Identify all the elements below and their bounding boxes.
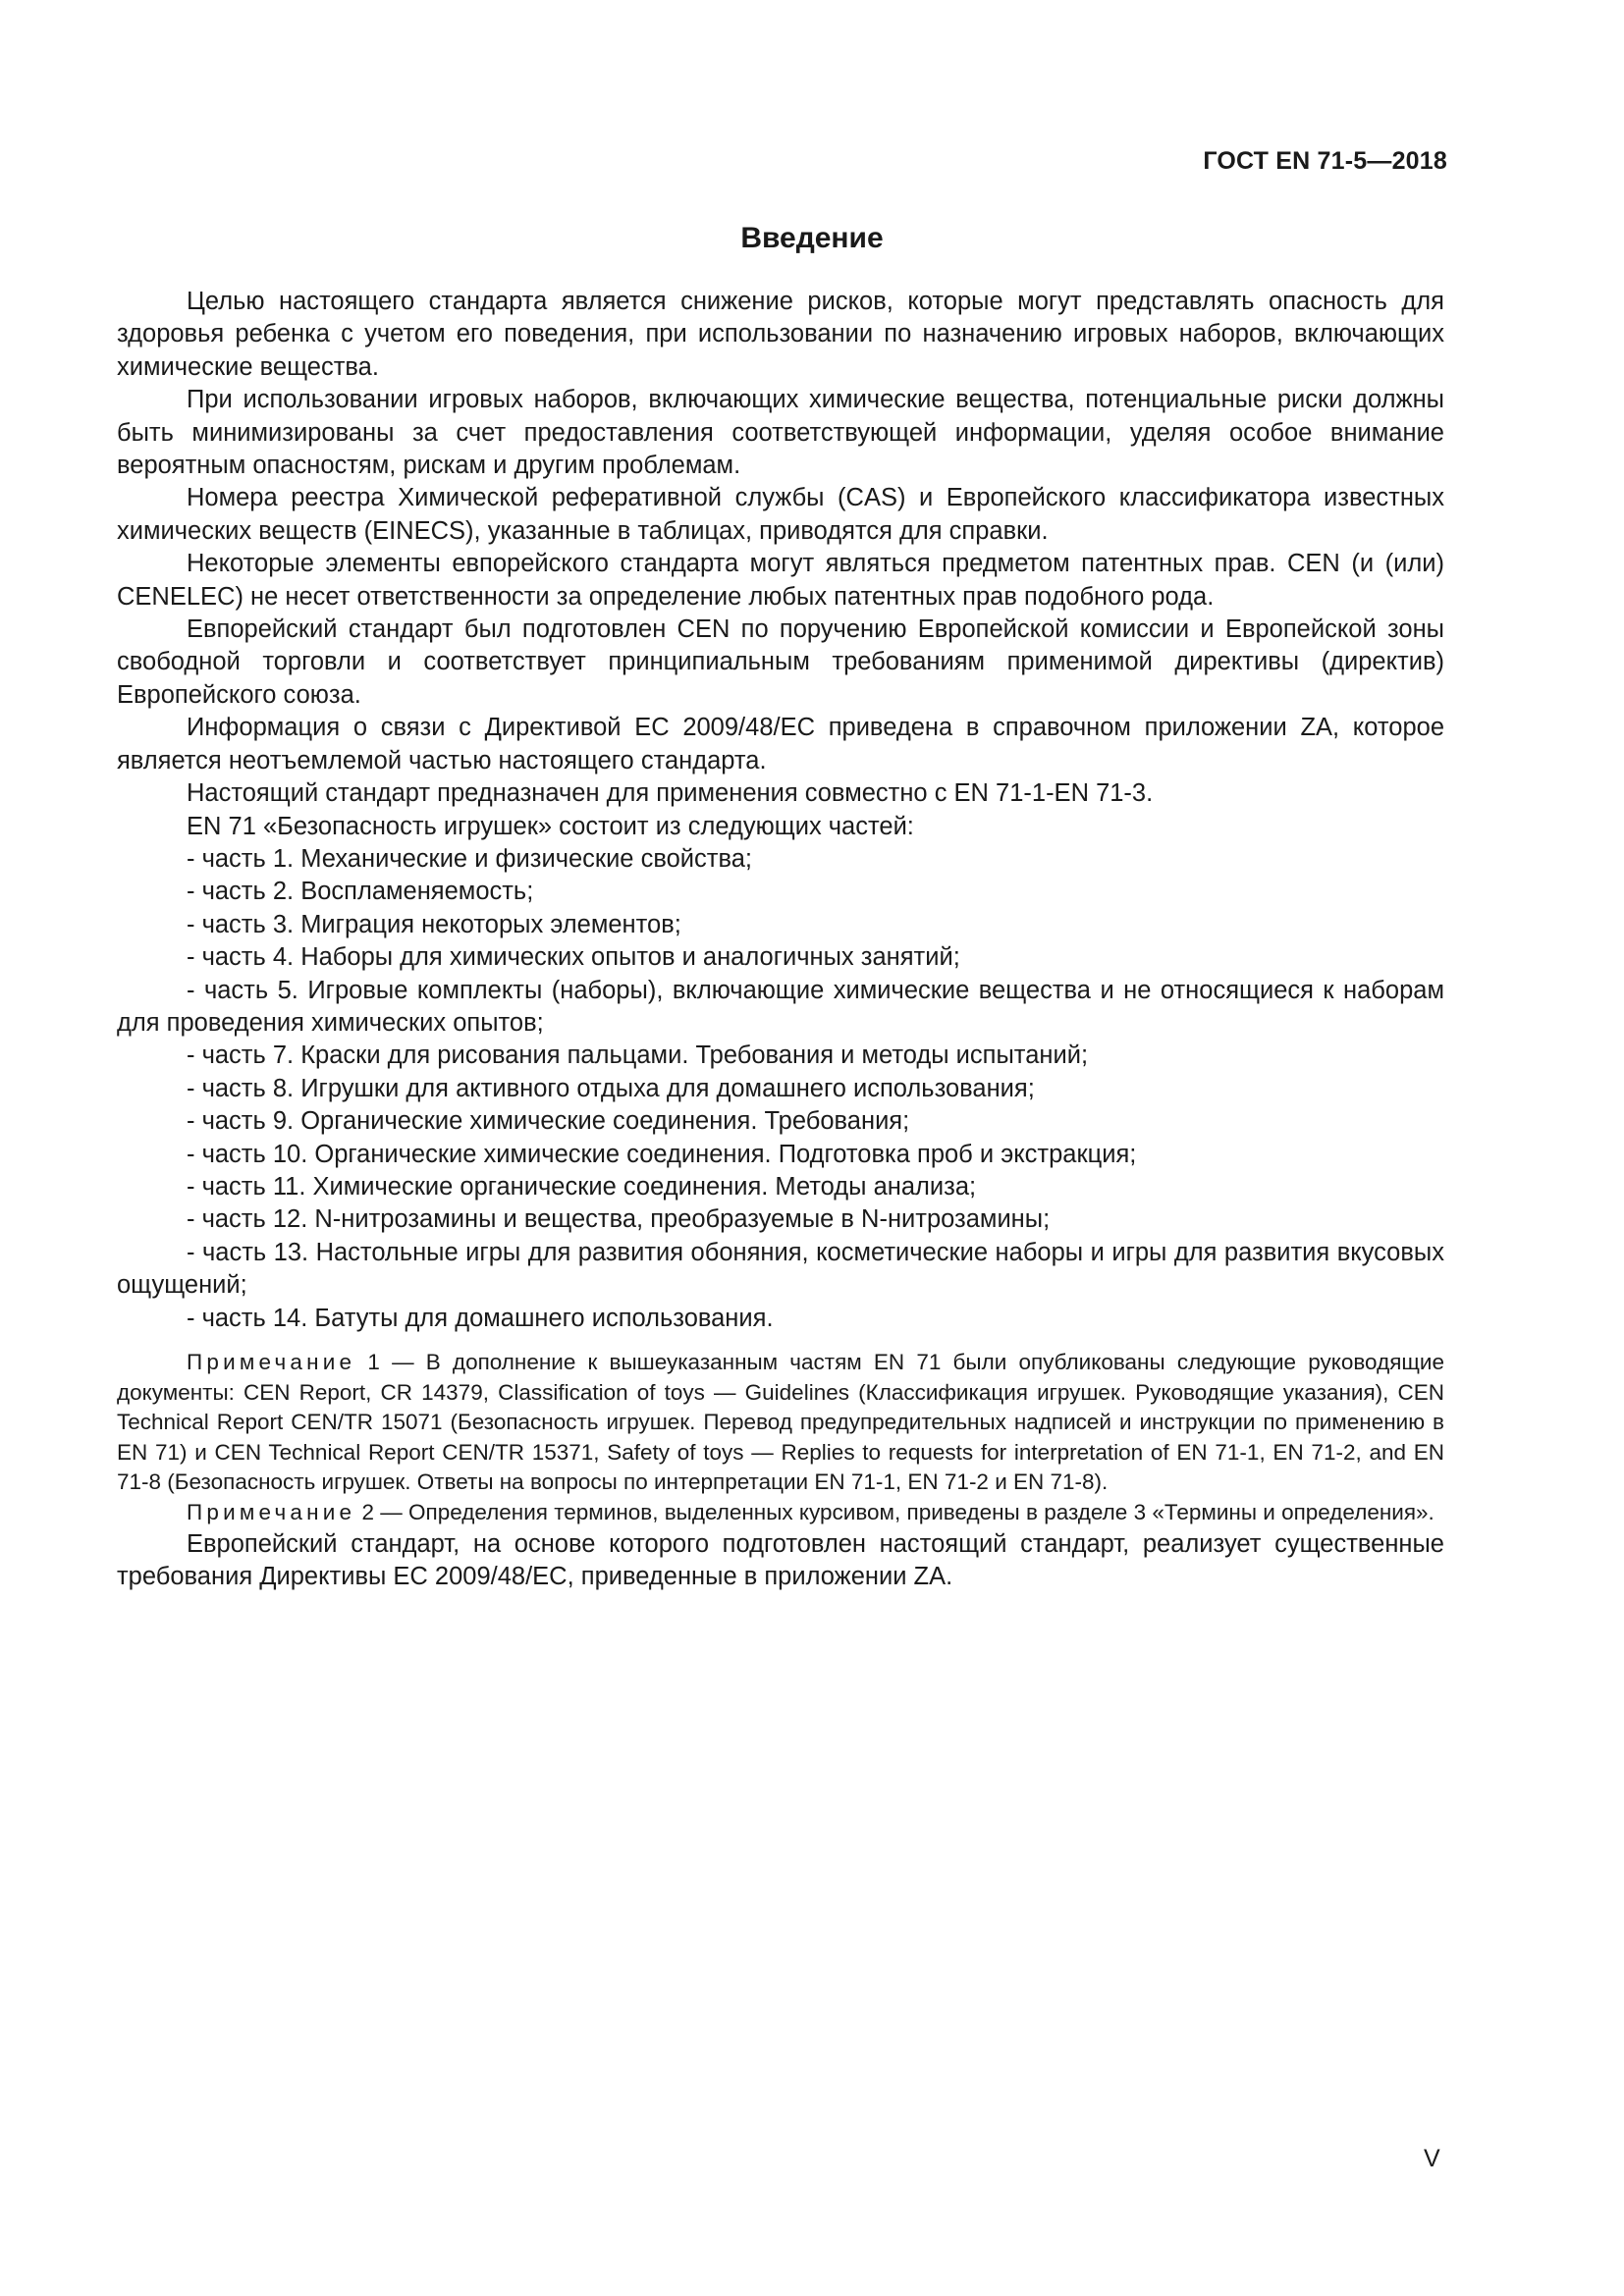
- body-text: [117, 286, 1444, 1593]
- note-label: Примечание: [187, 1350, 356, 1374]
- note-1: [117, 1348, 1444, 1498]
- notes-block: [117, 1348, 1444, 1528]
- parts-list-item: - часть 12. N-нитрозамины и вещества, преобразуемые в N-нитрозамины;: [187, 1205, 1051, 1234]
- paragraph: Настоящий стандарт предназначен для применения совместно с EN 71-1-EN 71-3.: [187, 779, 1154, 808]
- note-label: Примечание: [187, 1499, 356, 1524]
- page-number: V: [1424, 2145, 1440, 2172]
- parts-list-item: - часть 9. Органические химические соединения. Требования;: [187, 1107, 910, 1136]
- note-text: — Определения терминов, выделенных курсивом, приведены в разделе 3 «Термины и определения».: [374, 1499, 1435, 1524]
- note-number: 2: [361, 1499, 375, 1524]
- paragraph: Евпорейский стандарт был подготовлен CEN по поручению Европейской комиссии и Европейской зоны свободной торговли и соответствует принципиальным требованиям применимой директивы (директив) Европейского союза.: [117, 615, 1444, 709]
- parts-list-item: - часть 4. Наборы для химических опытов и аналогичных занятий;: [187, 943, 960, 972]
- parts-list-item: - часть 3. Миграция некоторых элементов;: [187, 910, 681, 938]
- document-code-header: ГОСТ EN 71-5—2018: [1203, 147, 1447, 175]
- parts-list-item: - часть 8. Игрушки для активного отдыха для домашнего использования;: [187, 1074, 1035, 1102]
- parts-list-item: - часть 10. Органические химические соединения. Подготовка проб и экстракция;: [187, 1140, 1137, 1168]
- note-2: [117, 1498, 1444, 1528]
- paragraph: Некоторые элементы евпорейского стандарта могут являться предметом патентных прав. CEN (и (или) CENELEC) не несет ответственности за определение любых патентных прав подобного рода.: [117, 550, 1444, 611]
- parts-list: [117, 843, 1444, 1335]
- paragraph: Информация о связи с Директивой ЕС 2009/48/ЕС приведена в справочном приложении ZA, которое является неотъемлемой частью настоящего стандарта.: [117, 714, 1444, 774]
- parts-list-item: - часть 11. Химические органические соединения. Методы анализа;: [187, 1172, 977, 1201]
- paragraph: При использовании игровых наборов, включающих химические вещества, потенциальные риски должны быть минимизированы за счет предоставления соответствующей информации, уделяя особое внимание вероятным опасностям, рискам и другим проблемам.: [117, 386, 1444, 480]
- parts-list-item: - часть 2. Воспламеняемость;: [187, 878, 534, 906]
- parts-list-item: - часть 1. Механические и физические свойства;: [187, 844, 752, 873]
- parts-list-item: - часть 7. Краски для рисования пальцами. Требования и методы испытаний;: [187, 1041, 1089, 1070]
- paragraph: EN 71 «Безопасность игрушек» состоит из следующих частей:: [187, 812, 914, 840]
- note-text: — В дополнение к вышеуказанным частям EN 71 были опубликованы следующие руководящие документы: CEN Report, CR 14379, Classification of toys — Guidelines (Классификация игрушек. Руководящие указания), CEN Technical Report CEN/TR 15071 (Безопасность игрушек. Перевод предупредительных надписей и инструкции по применению в EN 71) и CEN Technical Report CEN/TR 15371, Safety of toys — Replies to requests for interpretation of EN 71-1, EN 71-2, and EN 71-8 (Безопасность игрушек. Ответы на вопросы по интерпретации EN 71-1, EN 71-2 и EN 71-8).: [117, 1350, 1444, 1495]
- section-title: Введение: [740, 222, 884, 254]
- paragraph: Номера реестра Химической реферативной службы (CAS) и Европейского классификатора известных химических веществ (EINECS), указанные в таблицах, приводятся для справки.: [117, 484, 1444, 545]
- parts-list-item: - часть 5. Игровые комплекты (наборы), включающие химические вещества и не относящиеся к наборам для проведения химических опытов;: [117, 976, 1444, 1037]
- parts-list-item: - часть 13. Настольные игры для развития обоняния, косметические наборы и игры для развития вкусовых ощущений;: [117, 1238, 1444, 1300]
- note-number: 1: [367, 1350, 380, 1374]
- parts-list-item: - часть 14. Батуты для домашнего использования.: [187, 1304, 774, 1332]
- final-paragraph: Европейский стандарт, на основе которого подготовлен настоящий стандарт, реализует существенные требования Директивы ЕС 2009/48/ЕС, приведенные в приложении ZA.: [117, 1529, 1444, 1590]
- paragraph: Целью настоящего стандарта является снижение рисков, которые могут представлять опасность для здоровья ребенка с учетом его поведения, при использовании по назначению игровых наборов, включающих химические вещества.: [117, 288, 1444, 381]
